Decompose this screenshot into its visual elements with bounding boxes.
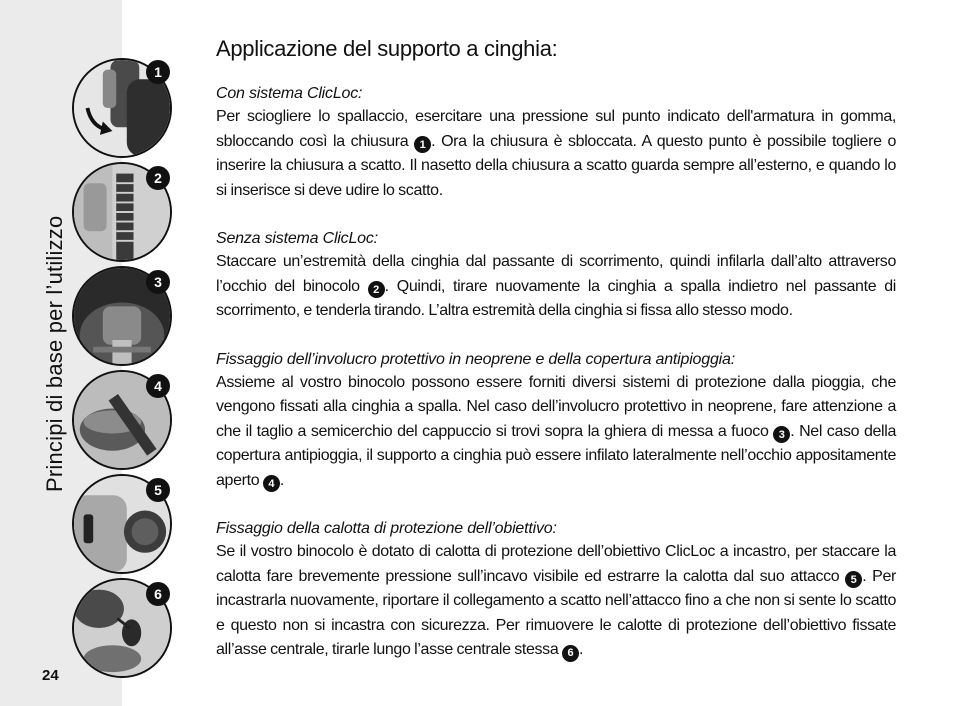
section-heading: Senza sistema ClicLoc: — [216, 230, 378, 247]
step-badge: 2 — [146, 166, 170, 190]
section-body: Per sciogliere lo spallaccio, esercitare una pressione sul punto indicato dell'armatura in gomma, sbloccando così la chiusura 1 . Ora la chiusura è sbloccata. A questo punto è possibile togliere o inserire la chiusura a scatto. Il nasetto della chiusura a scatto guarda sempre all’esterno, e quando lo si inserisce si deve udire lo scatto. — [216, 108, 897, 199]
section-label: Principi di base per l’utilizzo — [42, 215, 67, 492]
section-neoprene — [216, 348, 896, 494]
section-heading: Fissaggio dell’involucro protettivo in neoprene e della copertura antipioggia: — [216, 350, 735, 368]
section-body: Assieme al vostro binocolo possono essere forniti diversi sistemi di protezione dalla pioggia, che vengono fissati alla cinghia a spalla. Nel caso dell’involucro protettivo in neoprene, fare attenzione a che il taglio a semicerchio del cappuccio si trovi sopra la ghiera di messa a fuoco 3 . Nel caso della copertura antipioggia, il supporto a cinghia può essere infilato lateralmente nell’occhio appositamente aperto 4 . — [216, 371, 896, 494]
step-reference-icon: 3 — [773, 426, 790, 443]
step-badge: 1 — [146, 60, 170, 84]
step-reference-icon: 1 — [414, 136, 431, 153]
step-badge: 3 — [146, 270, 170, 294]
section-heading: Con sistema ClicLoc: — [216, 85, 363, 102]
step-reference-icon: 6 — [562, 645, 579, 662]
step-reference-icon: 4 — [263, 475, 280, 492]
section-heading: Fissaggio della calotta di protezione dell’obiettivo: — [216, 520, 557, 537]
step-badge: 4 — [146, 374, 170, 398]
step-badge: 5 — [146, 478, 170, 502]
page-number: 24 — [42, 667, 59, 684]
section-clicloc — [216, 82, 896, 203]
step-badge: 6 — [146, 582, 170, 606]
section-objective-cap — [216, 517, 896, 663]
step-reference-icon: 2 — [368, 281, 385, 298]
section-body: Staccare un’estremità della cinghia dal passante di scorrimento, quindi infilarla dall’alto attraverso l’occhio del binocolo 2 . Quindi, tirare nuovamente la cinghia a spalla indietro nel passante di scorrimento, e tenderla tirando. L’altra estremità della cinghia si fissa allo stesso modo. — [216, 253, 896, 319]
main-content — [216, 36, 896, 687]
section-body: Se il vostro binocolo è dotato di calotta di protezione dell’obiettivo ClicLoc a incastro, per staccare la calotta fare brevemente pressione sull’incavo visibile ed estrarre la calotta dal suo attacco 5 . Per incastrarla nuovamente, riportare il collegamento a scatto nell’attacco fino a che non si sente lo scatto e questo non si incastra con sicurezza. Per rimuovere le calotte di protezione dell’obiettivo fissate all’asse centrale, tirarle lungo l’asse centrale stessa 6 . — [216, 540, 896, 663]
page-title: Applicazione del supporto a cinghia: — [216, 36, 558, 61]
section-no-clicloc — [216, 227, 896, 324]
step-reference-icon: 5 — [845, 571, 862, 588]
